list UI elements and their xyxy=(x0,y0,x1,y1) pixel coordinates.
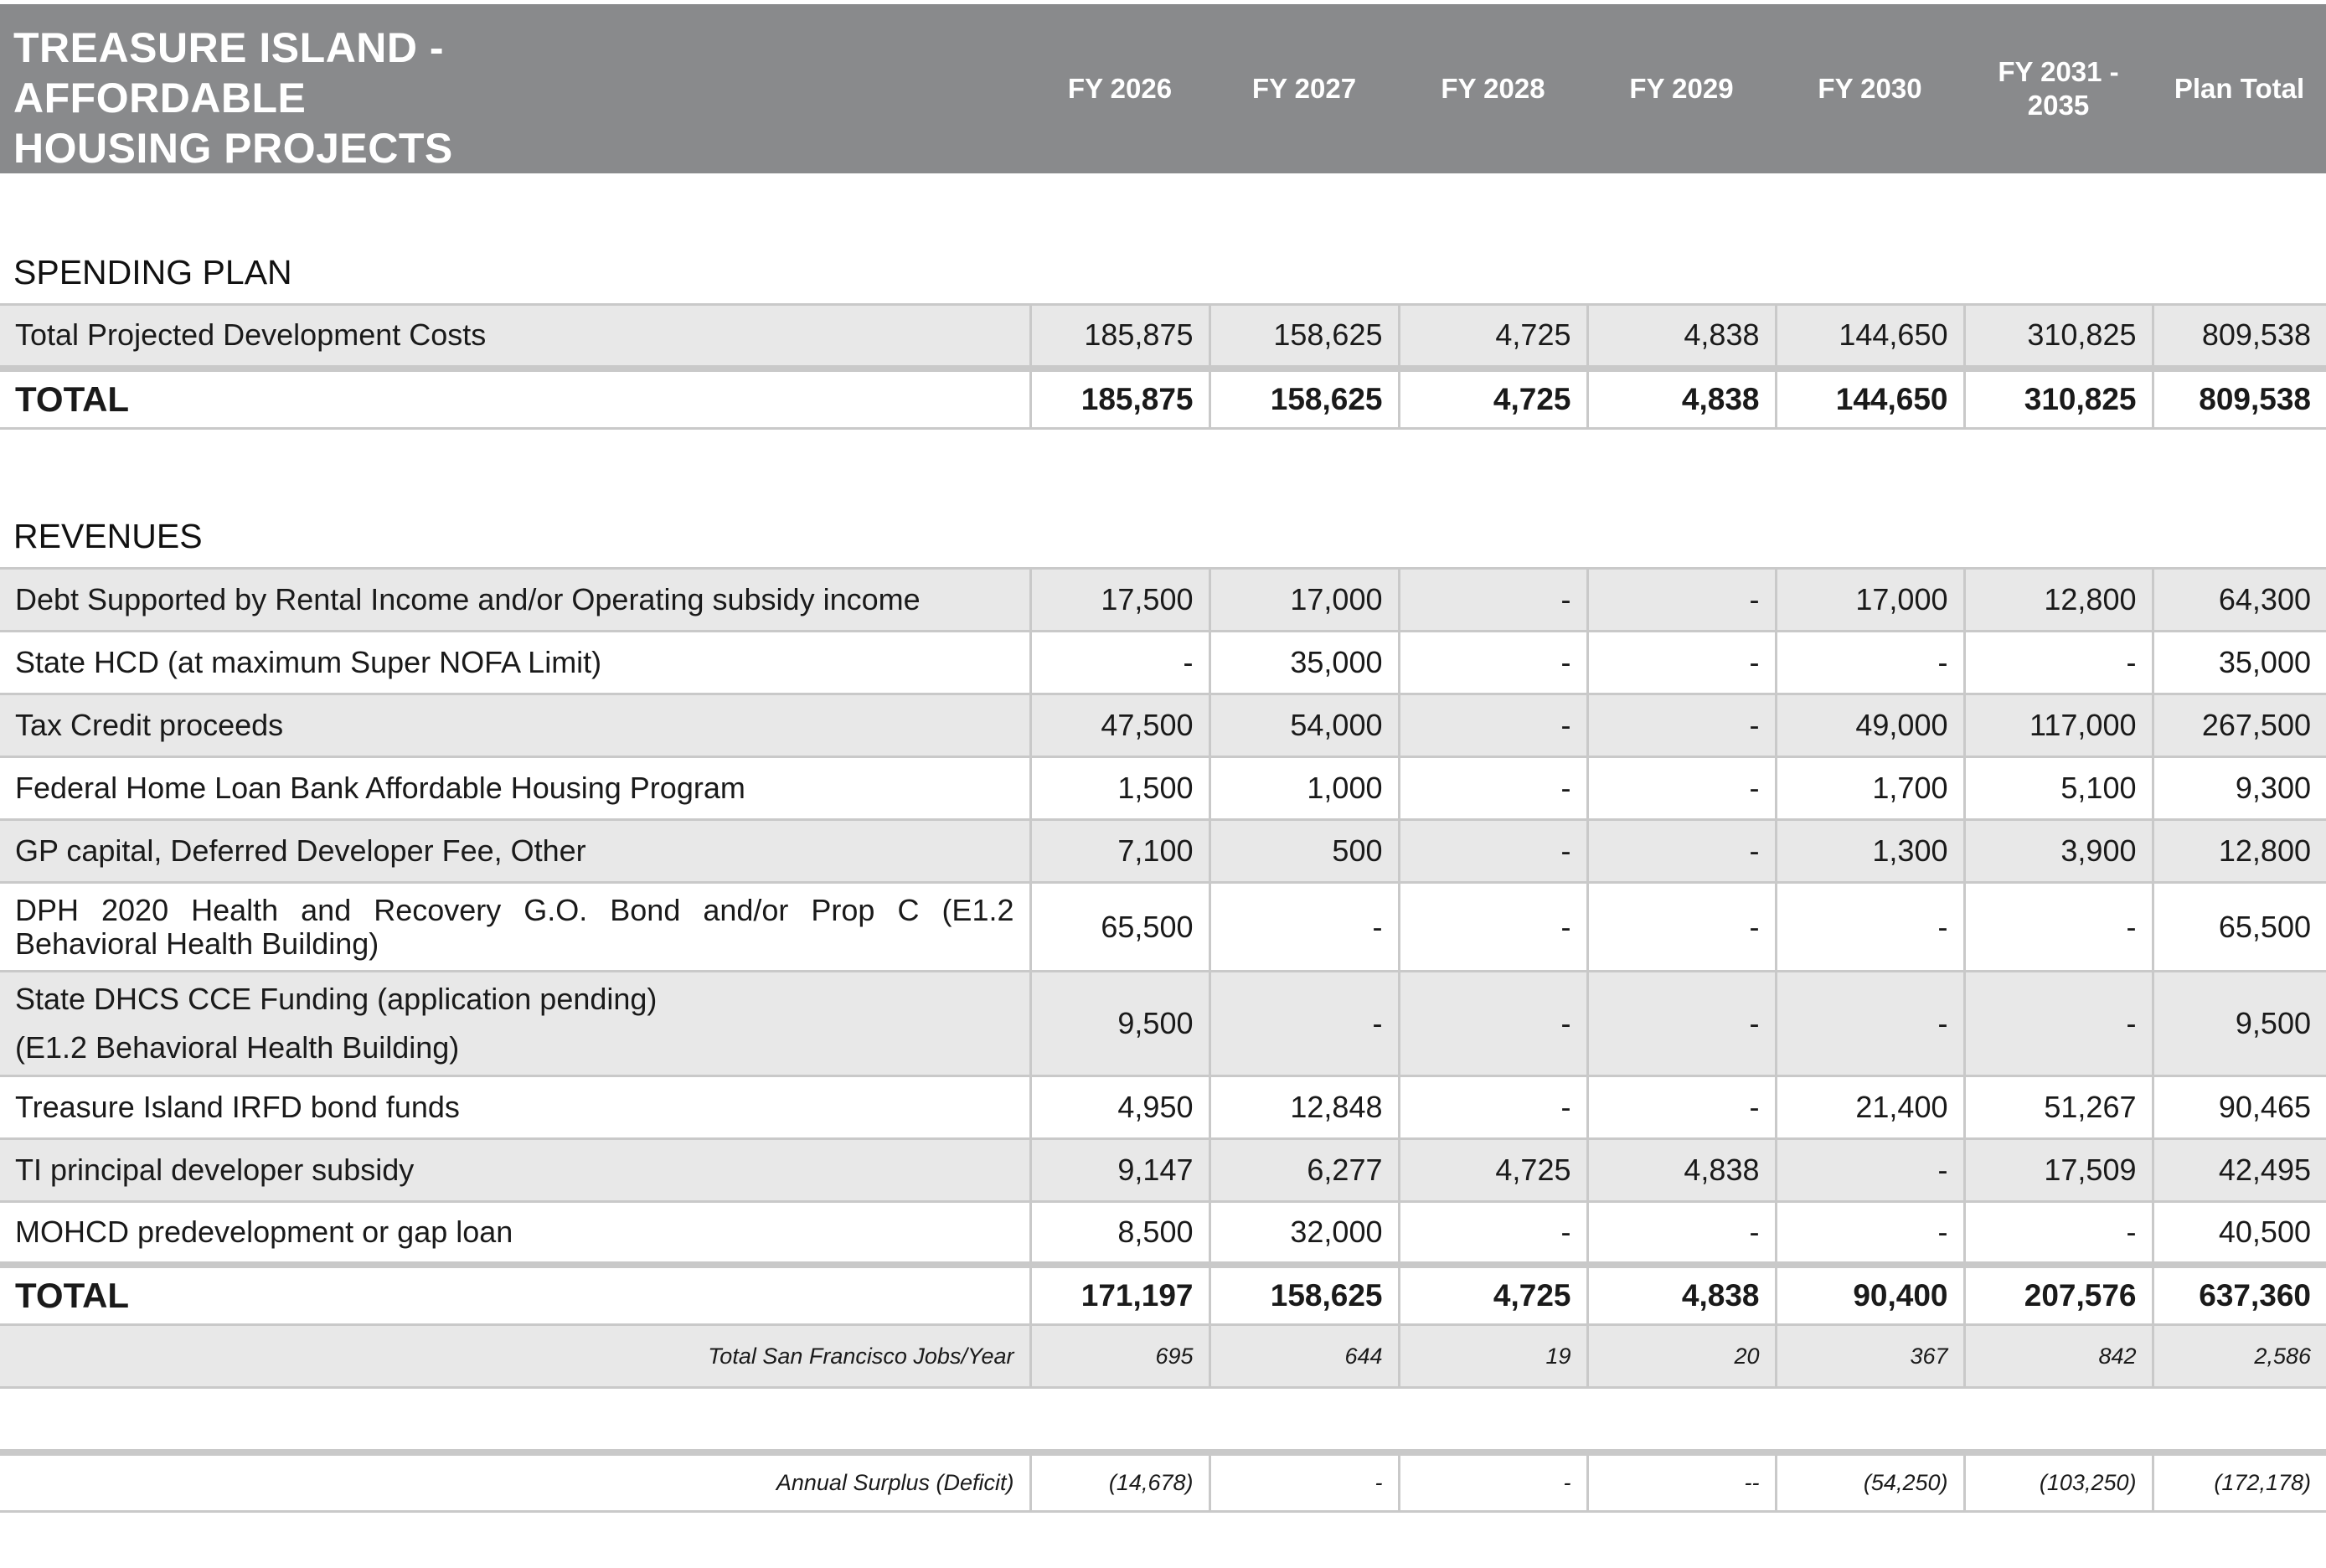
cell-value: - xyxy=(1587,757,1776,820)
cell-value: 12,800 xyxy=(1964,569,2153,632)
cell-value: 8,500 xyxy=(1030,1202,1209,1265)
cell-value: 185,875 xyxy=(1030,305,1209,369)
cell-value: 9,500 xyxy=(2153,972,2326,1076)
surplus-table xyxy=(0,1449,2326,1513)
cell-value: - xyxy=(1399,1076,1587,1139)
cell-value: 310,825 xyxy=(1964,305,2153,369)
cell-value: - xyxy=(1964,883,2153,972)
cell-value: 4,838 xyxy=(1587,1265,1776,1325)
row-label: Annual Surplus (Deficit) xyxy=(0,1452,1030,1511)
cell-value: 9,147 xyxy=(1030,1139,1209,1202)
cell-value: 842 xyxy=(1964,1325,2153,1388)
cell-value: - xyxy=(1964,1202,2153,1265)
cell-value: 5,100 xyxy=(1964,757,2153,820)
cell-value: - xyxy=(1776,972,1964,1076)
cell-value: - xyxy=(1964,972,2153,1076)
cell-value: - xyxy=(1587,569,1776,632)
column-header-plan-total xyxy=(2153,4,2326,173)
cell-value: 90,400 xyxy=(1776,1265,1964,1325)
cell-value: 19 xyxy=(1399,1325,1587,1388)
title-line: AFFORDABLE xyxy=(13,75,307,121)
cell-value: - xyxy=(1399,972,1587,1076)
cell-value: - xyxy=(1587,1076,1776,1139)
cell-value: - xyxy=(1209,972,1399,1076)
cell-value: 4,725 xyxy=(1399,1265,1587,1325)
cell-value: - xyxy=(1399,757,1587,820)
column-header-fy2029 xyxy=(1587,4,1776,173)
spending-plan-table xyxy=(0,303,2326,430)
cell-value: 21,400 xyxy=(1776,1076,1964,1139)
jobs-per-year-row xyxy=(0,1325,2326,1388)
cell-value: - xyxy=(1399,569,1587,632)
cell-value: 1,000 xyxy=(1209,757,1399,820)
row-label: GP capital, Deferred Developer Fee, Other xyxy=(0,820,1030,883)
cell-value: - xyxy=(1209,1452,1399,1511)
table-header xyxy=(0,4,2326,173)
column-header-fy2031-2035 xyxy=(1964,4,2153,173)
table-row xyxy=(0,305,2326,369)
cell-value: - xyxy=(1776,1139,1964,1202)
cell-value: 644 xyxy=(1209,1325,1399,1388)
cell-value: - xyxy=(1399,694,1587,757)
cell-value: 32,000 xyxy=(1209,1202,1399,1265)
column-header-fy2028 xyxy=(1399,4,1587,173)
cell-value: 54,000 xyxy=(1209,694,1399,757)
cell-value: 4,950 xyxy=(1030,1076,1209,1139)
row-label: Federal Home Loan Bank Affordable Housing Program xyxy=(0,757,1030,820)
cell-value: - xyxy=(1587,820,1776,883)
title-line: TREASURE ISLAND - xyxy=(13,24,445,71)
column-header-text: FY 2029 xyxy=(1629,73,1734,104)
table-row xyxy=(0,569,2326,632)
row-label-line: (E1.2 Behavioral Health Building) xyxy=(15,1030,460,1065)
table-row xyxy=(0,1076,2326,1139)
cell-value: 51,267 xyxy=(1964,1076,2153,1139)
cell-value: - xyxy=(1776,632,1964,694)
cell-value: 17,000 xyxy=(1209,569,1399,632)
cell-value: 158,625 xyxy=(1209,369,1399,429)
row-label: State HCD (at maximum Super NOFA Limit) xyxy=(0,632,1030,694)
cell-value: -- xyxy=(1587,1452,1776,1511)
cell-value: - xyxy=(1399,820,1587,883)
row-label: DPH 2020 Health and Recovery G.O. Bond and/or Prop C (E1.2 Behavioral Health Building) xyxy=(0,883,1030,972)
cell-value: 809,538 xyxy=(2153,305,2326,369)
cell-value: 367 xyxy=(1776,1325,1964,1388)
cell-value: 117,000 xyxy=(1964,694,2153,757)
cell-value: 310,825 xyxy=(1964,369,2153,429)
cell-value: 4,838 xyxy=(1587,305,1776,369)
cell-value: 2,586 xyxy=(2153,1325,2326,1388)
cell-value: - xyxy=(1587,694,1776,757)
table-row xyxy=(0,820,2326,883)
table-row xyxy=(0,1139,2326,1202)
cell-value: 4,838 xyxy=(1587,1139,1776,1202)
cell-value: - xyxy=(1587,883,1776,972)
row-label: Total Projected Development Costs xyxy=(0,305,1030,369)
table-row xyxy=(0,1202,2326,1265)
table-title xyxy=(13,23,516,173)
title-line: HOUSING PROJECTS xyxy=(13,125,453,172)
cell-value: (172,178) xyxy=(2153,1452,2326,1511)
cell-value: 4,725 xyxy=(1399,305,1587,369)
cell-value: 17,509 xyxy=(1964,1139,2153,1202)
row-label: Debt Supported by Rental Income and/or Operating subsidy income xyxy=(0,569,1030,632)
cell-value: 1,500 xyxy=(1030,757,1209,820)
cell-value: 1,700 xyxy=(1776,757,1964,820)
cell-value: 4,725 xyxy=(1399,369,1587,429)
cell-value: 7,100 xyxy=(1030,820,1209,883)
cell-value: 42,495 xyxy=(2153,1139,2326,1202)
revenues-table xyxy=(0,567,2326,1389)
cell-value: 1,300 xyxy=(1776,820,1964,883)
cell-value: 47,500 xyxy=(1030,694,1209,757)
annual-surplus-row xyxy=(0,1452,2326,1511)
cell-value: 49,000 xyxy=(1776,694,1964,757)
column-header-text: FY 2028 xyxy=(1441,73,1545,104)
column-header-text: 2035 xyxy=(2027,90,2090,121)
cell-value: 20 xyxy=(1587,1325,1776,1388)
column-header-fy2026 xyxy=(1030,4,1209,173)
cell-value: 9,500 xyxy=(1030,972,1209,1076)
cell-value: 144,650 xyxy=(1776,369,1964,429)
cell-value: 17,000 xyxy=(1776,569,1964,632)
cell-value: 158,625 xyxy=(1209,305,1399,369)
cell-value: - xyxy=(1399,632,1587,694)
revenues-total-row xyxy=(0,1265,2326,1325)
row-label: TI principal developer subsidy xyxy=(0,1139,1030,1202)
column-header-text: Plan Total xyxy=(2174,73,2305,104)
table-row xyxy=(0,757,2326,820)
cell-value: 185,875 xyxy=(1030,369,1209,429)
cell-value: 40,500 xyxy=(2153,1202,2326,1265)
cell-value: 171,197 xyxy=(1030,1265,1209,1325)
column-header-text: FY 2031 - xyxy=(1998,56,2119,87)
row-label: TOTAL xyxy=(0,1265,1030,1325)
cell-value: 6,277 xyxy=(1209,1139,1399,1202)
cell-value: 12,800 xyxy=(2153,820,2326,883)
cell-value: - xyxy=(1964,632,2153,694)
section-label-revenues: REVENUES xyxy=(13,517,203,555)
cell-value: 144,650 xyxy=(1776,305,1964,369)
cell-value: 158,625 xyxy=(1209,1265,1399,1325)
table-row xyxy=(0,972,2326,1076)
cell-value: - xyxy=(1209,883,1399,972)
column-header-text: FY 2030 xyxy=(1818,73,1922,104)
column-header-fy2027 xyxy=(1209,4,1399,173)
cell-value: - xyxy=(1587,972,1776,1076)
row-label: TOTAL xyxy=(0,369,1030,429)
cell-value: - xyxy=(1776,883,1964,972)
column-header-fy2030 xyxy=(1776,4,1964,173)
table-row xyxy=(0,632,2326,694)
column-header-text: FY 2026 xyxy=(1067,73,1173,104)
cell-value: 809,538 xyxy=(2153,369,2326,429)
cell-value: - xyxy=(1399,1202,1587,1265)
cell-value: 207,576 xyxy=(1964,1265,2153,1325)
cell-value: 90,465 xyxy=(2153,1076,2326,1139)
cell-value: 637,360 xyxy=(2153,1265,2326,1325)
cell-value: 64,300 xyxy=(2153,569,2326,632)
row-label: Total San Francisco Jobs/Year xyxy=(0,1325,1030,1388)
cell-value: 9,300 xyxy=(2153,757,2326,820)
cell-value: - xyxy=(1587,1202,1776,1265)
row-label: Treasure Island IRFD bond funds xyxy=(0,1076,1030,1139)
row-label: MOHCD predevelopment or gap loan xyxy=(0,1202,1030,1265)
cell-value: (54,250) xyxy=(1776,1452,1964,1511)
table-row xyxy=(0,694,2326,757)
cell-value: 35,000 xyxy=(1209,632,1399,694)
cell-value: 4,725 xyxy=(1399,1139,1587,1202)
cell-value: 65,500 xyxy=(1030,883,1209,972)
cell-value: - xyxy=(1587,632,1776,694)
cell-value: - xyxy=(1399,1452,1587,1511)
cell-value: (14,678) xyxy=(1030,1452,1209,1511)
cell-value: (103,250) xyxy=(1964,1452,2153,1511)
row-label xyxy=(0,972,1030,1076)
cell-value: 12,848 xyxy=(1209,1076,1399,1139)
cell-value: 65,500 xyxy=(2153,883,2326,972)
section-label-spending-plan: SPENDING PLAN xyxy=(13,253,292,291)
row-label: Tax Credit proceeds xyxy=(0,694,1030,757)
cell-value: 500 xyxy=(1209,820,1399,883)
cell-value: 17,500 xyxy=(1030,569,1209,632)
column-header-text: FY 2027 xyxy=(1251,73,1357,104)
cell-value: 3,900 xyxy=(1964,820,2153,883)
cell-value: - xyxy=(1399,883,1587,972)
cell-value: 4,838 xyxy=(1587,369,1776,429)
cell-value: - xyxy=(1030,632,1209,694)
cell-value: 267,500 xyxy=(2153,694,2326,757)
spending-total-row xyxy=(0,369,2326,429)
cell-value: 695 xyxy=(1030,1325,1209,1388)
cell-value: 35,000 xyxy=(2153,632,2326,694)
row-label-line: State DHCS CCE Funding (application pending) xyxy=(15,982,658,1016)
table-row xyxy=(0,883,2326,972)
cell-value: - xyxy=(1776,1202,1964,1265)
